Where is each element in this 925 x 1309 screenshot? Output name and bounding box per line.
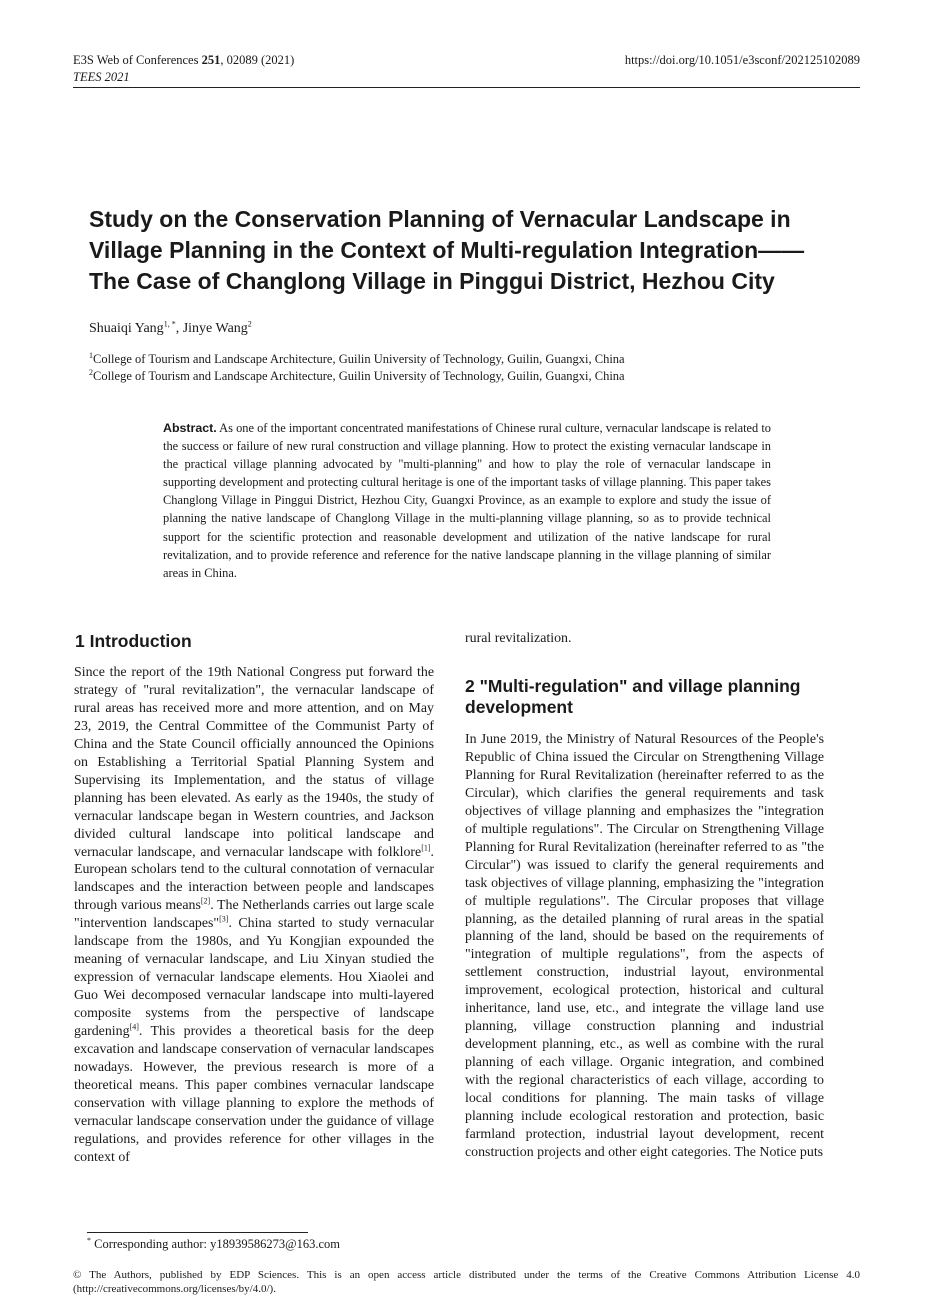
paragraph-text: Since the report of the 19th National Congress put forward the strategy of "rural revitalization", the vernacular landscape of rural areas has received more and more attention, and on May 23, 2019, the Central Committee of the Communist Party of China and the State Council officially announced the Opinions on Establishing a Territorial Spatial Planning System and Supervising its Implementation, and the status of village planning has been elevated. As early as the 1940s, the study of vernacular landscape began in Western countries, and Jackson divided cultural landscape into political landscape and vernacular landscape, and vernacular landscape with folklore [74,665,434,860]
author-name: Shuaiqi Yang [89,321,164,336]
section-heading-multi-regulation [465,676,845,718]
footnote [87,1237,340,1252]
paragraph-text: . The Netherlands carries out large scale "intervention landscapes" [74,898,434,932]
paragraph-text: . European scholars tend to the cultural connotation of vernacular landscapes and the interaction between people and landscapes through various means [74,844,434,914]
section-2-paragraph: In June 2019, the Ministry of Natural Resources of the People's Republic of China issued the Circular on Strengthening Village Planning for Rural Revitalization (hereinafter referred to as the Circular), which clarifies the general requirements and task objectives of village planning and emphasizes the "integration of multiple regulations". The Circular on Strengthening Village Planning for Rural Revitalization (hereinafter referred to as "the Circular") was issued to clarify the general requirements and task objectives of village planning, emphasizing the "integration of multiple regulations". The Circular proposes that village planning, as the detailed planning of rural areas in the spatial planning of the land, should be based on the requirements of "integration of multiple regulations", from the aspects of settlement construction, industrial layout, environmental improvement, ecological protection, historical and cultural inheritance, land use, etc., and integrate the village land use planning, village construction planning and industrial development planning, etc., as well as combine with the rural planning of each village. Organic integration, and combined with the regional characteristics of each village, according to local conditions for planning. The main tasks of village planning include ecological restoration and protection, basic farmland protection, industrial layout development, recent construction projects and other eight categories. The Notice puts [465,732,824,1160]
citation[interactable]: [1] [421,842,431,852]
introduction-paragraph [74,664,434,1167]
paragraph-text: . China started to study vernacular landscape from the 1980s, and Yu Kongjian expounded the meaning of vernacular landscape, and Liu Xinyan studied the expression of vernacular landscape elements. Hou Xiaolei and Guo Wei decomposed vernacular landscape into multi-layered composite systems from the perspective of landscape gardening [74,916,434,1040]
paragraph-text: . This provides a theoretical basis for the deep excavation and landscape conservation of vernacular landscapes nowadays. However, the previous research is more of a theoretical means. This paper combines vernacular landscape conservation with village planning to explore the methods of vernacular landscape conservation under the guidance of village regulations, and provides reference for other villages in the context of [74,1024,434,1165]
author-affiliation-mark: 1, * [163,319,176,329]
affiliation-mark: 1 [89,350,93,360]
paper-title [89,204,869,297]
abstract-text: As one of the important concentrated manifestations of Chinese rural culture, vernacular landscape is related to the success or failure of new rural construction and village planning. How to protect the existing vernacular landscape in the practical village planning advocated by "multi-planning" and how to play the role of vernacular landscape in supporting development and protecting cultural heritage is one of the important tasks of village planning. This paper takes Changlong Village in Pinggui District, Hezhou City, Guangxi Province, as an example to explore and study the issue of planning the native landscape of Changlong Village in the multi-planning village planning, so as to provide technical support for the scientific protection and reasonable development and utilization of the native landscape for rural revitalization, and to provide reference and reference for the native landscape planning in the village planning of similar areas in China. [163,421,771,580]
author-affiliation-mark: 2 [247,319,252,329]
introduction-continuation: rural revitalization. [465,631,572,646]
author-list [89,321,252,337]
title-line-3: The Case of Changlong Village in Pinggui District, Hezhou City [89,268,775,294]
section-heading-introduction: 1 Introduction [75,631,192,651]
affiliation-text: College of Tourism and Landscape Architecture, Guilin University of Technology, Guilin, Guangxi, China [93,352,625,366]
doi-link[interactable]: https://doi.org/10.1051/e3sconf/202125102089 [624,53,860,67]
abstract-label: Abstract. [163,421,217,435]
footnote-text: Corresponding author: y18939586273@163.com [91,1237,340,1251]
journal-name: E3S Web of Conferences [73,53,202,67]
affiliation [89,369,625,384]
author-name: Jinye Wang [182,321,248,336]
footnote-rule [87,1232,308,1233]
heading-line: development [465,697,573,717]
footnote-mark: * [87,1235,91,1245]
title-line-2: Village Planning in the Context of Multi-regulation Integration—— [89,237,805,263]
citation[interactable]: [3] [219,914,229,924]
citation[interactable]: [2] [200,896,211,906]
affiliation-text: College of Tourism and Landscape Architecture, Guilin University of Technology, Guilin, Guangxi, China [93,369,625,383]
title-line-1: Study on the Conservation Planning of Vernacular Landscape in [89,206,791,232]
journal-header [73,52,294,68]
license-notice: © The Authors, published by EDP Sciences. This is an open access article distributed under the terms of the Creative Commons Attribution License 4.0 (http://creativecommons.org/licenses/by/4.0/). [73,1269,860,1295]
affiliation [89,352,625,367]
journal-volume: 251 [201,53,221,67]
affiliation-mark: 2 [89,367,93,377]
author-separator: , [175,321,183,336]
header-rule [73,87,860,88]
citation[interactable]: [4] [129,1022,139,1032]
abstract [163,419,771,582]
conference-name: TEES 2021 [73,70,130,84]
heading-line: 2 "Multi-regulation" and village planning [465,676,801,696]
article-number: , 02089 (2021) [220,53,295,67]
